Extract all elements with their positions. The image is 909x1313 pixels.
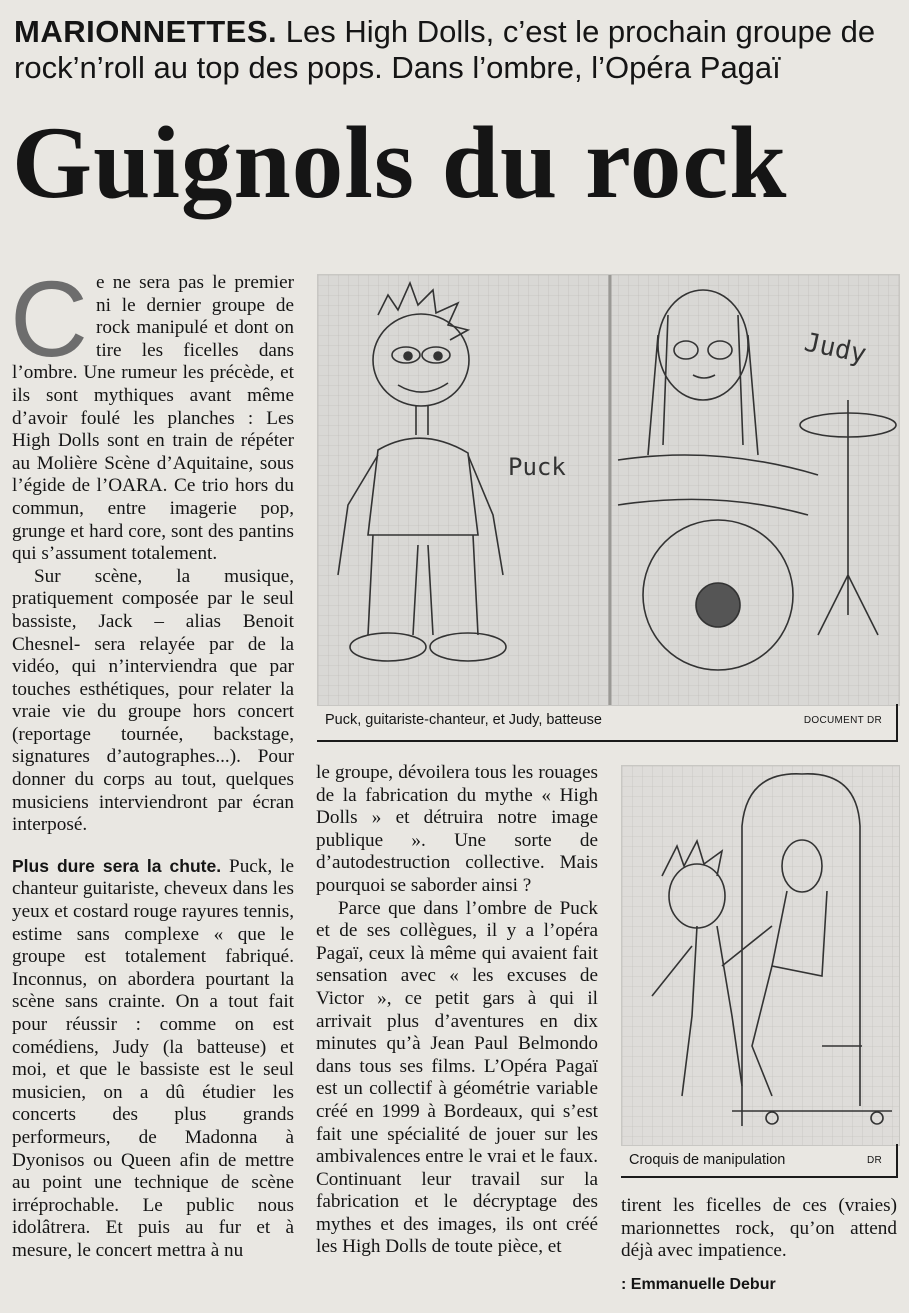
label-puck: Puck bbox=[508, 453, 566, 481]
paragraph-pagai: Parce que dans l’ombre de Puck et de ses collègues, il y a l’opéra Pagaï, ceux là même qui avaient fait sensation avec « les excuses de Victor », ce petit gars à qui il arrivait plus d’aventures en dix minutes qu’à Jean Paul Belmondo dans tous ses films. L’Opéra Pagaï est un collectif à géométrie variable créé en 1999 à Bordeaux, qui s’est fait une spécialité de jouer sur les ambivalences entre le vrai et le faux. Continuant leur travail sur la fabrication et le décryptage des mythes et des images, ils ont créé les High Dolls de toute pièce, et bbox=[316, 897, 598, 1258]
figure-manipulation-credit: DR bbox=[866, 1155, 882, 1166]
kicker-text: Les High Dolls, c’est le prochain groupe de rock’n’roll au top des pops. Dans l’ombre, l’Opéra Pagaï bbox=[14, 14, 876, 85]
figure-manipulation-caption: Croquis de manipulation bbox=[629, 1152, 786, 1168]
author-byline: : Emmanuelle Debur bbox=[621, 1276, 776, 1293]
sketch-manipulation-image bbox=[622, 766, 899, 1145]
paragraph-intro-text: e ne sera pas le premier ni le dernier groupe de rock manipulé et dont on tire les ficelles dans l’ombre. Une rumeur les précède, et ils sont mythiques avant même d’avoir foulé les planches : Les High Dolls sont en train de répéter au Molière Scène d’Aquitaine, sous l’égide de l’OARA. Ce trio hors du commun, entre imagerie pop, grunge et hard core, sont des pantins qui s’assument totalement. bbox=[12, 272, 294, 565]
article-column-3 bbox=[621, 1195, 897, 1263]
paragraph-intro bbox=[10, 258, 294, 566]
paragraph-puck-continued: le groupe, dévoilera tous les rouages de la fabrication du mythe « High Dolls » et détruira notre image publique ». Une sorte de d’autodestruction collective. Mais pourquoi se saborder ainsi ? bbox=[316, 762, 598, 896]
figure-puck-judy-caption: Puck, guitariste-chanteur, et Judy, batteuse bbox=[325, 712, 603, 728]
figure-manipulation bbox=[621, 765, 900, 1146]
kicker bbox=[14, 14, 894, 86]
article-column-2 bbox=[316, 762, 598, 1259]
figure-puck-judy bbox=[317, 274, 900, 706]
figure-puck-judy-caption-box bbox=[317, 704, 898, 742]
paragraph-puck bbox=[12, 855, 294, 1263]
label-judy: Judy bbox=[801, 327, 870, 370]
headline: Guignols du rock bbox=[12, 106, 788, 220]
article-column-1 bbox=[10, 258, 294, 1263]
subhead: Plus dure sera la chute. bbox=[12, 855, 222, 876]
paragraph-pagai-continued: tirent les ficelles de ces (vraies) marionnettes rock, qu’on attend déjà avec impatience. bbox=[621, 1195, 897, 1262]
figure-puck-judy-credit: DOCUMENT DR bbox=[803, 715, 882, 726]
paragraph-puck-text: Puck, le chanteur guitariste, cheveux dans les yeux et costard rouge rayures tennis, estime sans complexe « que le groupe est totalement fabriqué. Inconnus, on abordera pourtant la scène sans crainte. On a tout fait pour réussir : comme on est comédiens, Judy (la batteuse) et moi, et que le bassiste est le seul musicien, on a dû étudier les concerts des plus grands performeurs, de Madonna à Dyonisos ou Queen afin de mettre au point une technique de scène irréprochable. Le public nous idolâtrera. Et puis au fur et à mesure, le concert mettra à nu bbox=[12, 855, 294, 1261]
kicker-label: MARIONNETTES. bbox=[14, 14, 278, 49]
figure-manipulation-caption-box bbox=[621, 1144, 898, 1178]
drop-cap: C bbox=[10, 258, 88, 379]
paragraph-music: Sur scène, la musique, pratiquement composée par le seul bassiste, Jack – alias Benoit Chesnel- sera relayée par de la vidéo, qui n’interviendra que par touches esthétiques, pour relater la vraie vie du groupe hors concert (reportage tournée, backstage, signatures d’autographes...). Pour donner du corps au tout, quelques musiciens interviendront par écran interposé. bbox=[12, 565, 294, 836]
sketch-puck-judy-image bbox=[318, 275, 899, 705]
